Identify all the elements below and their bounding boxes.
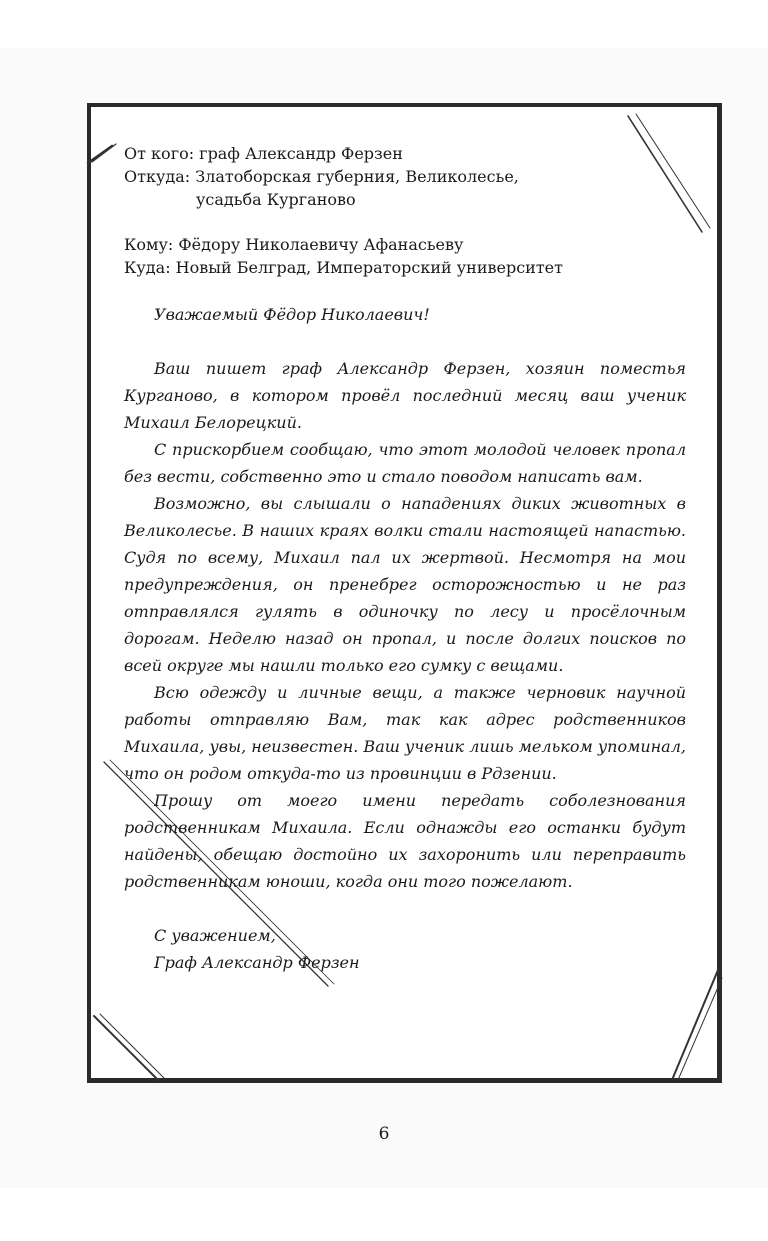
header-to: Кому: Фёдору Николаевичу Афанасьеву [124, 235, 464, 254]
header-origin-line-2: усадьба Курганово [196, 190, 356, 209]
paragraph: Всю одежду и личные вещи, а также черновик научной работы отправляю Вам, так как адрес родственников Михаила, увы, неизвестен. Ваш ученик лишь мельком упоминал, что он родом откуда-то из провинции в Рдзении. [124, 683, 686, 783]
header-spacer [124, 211, 686, 233]
salutation: Уважаемый Фёдор Николаевич! [154, 305, 430, 324]
letter-body [124, 355, 686, 895]
closing-phrase: С уважением, [154, 926, 276, 945]
paragraph: С прискорбием сообщаю, что этот молодой человек пропал без вести, собственно это и стало поводом написать вам. [124, 440, 686, 486]
page-number: 6 [378, 1124, 390, 1144]
letter-closing [124, 922, 686, 976]
header-from: От кого: граф Александр Ферзен [124, 144, 403, 163]
signature: Граф Александр Ферзен [154, 953, 360, 972]
paragraph: Ваш пишет граф Александр Ферзен, хозяин поместья Курганово, в котором провёл последний месяц ваш ученик Михаил Белорецкий. [124, 359, 686, 432]
paragraph: Прошу от моего имени передать соболезнования родственникам Михаила. Если однажды его останки будут найдены, обещаю достойно их захоронить или переправить родственникам юноши, когда они того пожелают. [124, 791, 686, 891]
paragraph: Возможно, вы слышали о нападениях диких животных в Великолесье. В наших краях волки стали настоящей напастью. Судя по всему, Михаил пал их жертвой. Несмотря на мои предупреждения, он пренебрег осторожностью и не раз отправлялся гулять в одиночку по лесу и просёлочным дорогам. Неделю назад он пропал, и после долгих поисков по всей округе мы нашли только его сумку с вещами. [124, 494, 686, 675]
header-origin [124, 165, 686, 211]
letter-content [124, 142, 686, 976]
header-destination: Куда: Новый Белград, Императорский университет [124, 258, 563, 277]
header-origin-line-1: Откуда: Златоборская губерния, Великолесье, [124, 167, 519, 186]
